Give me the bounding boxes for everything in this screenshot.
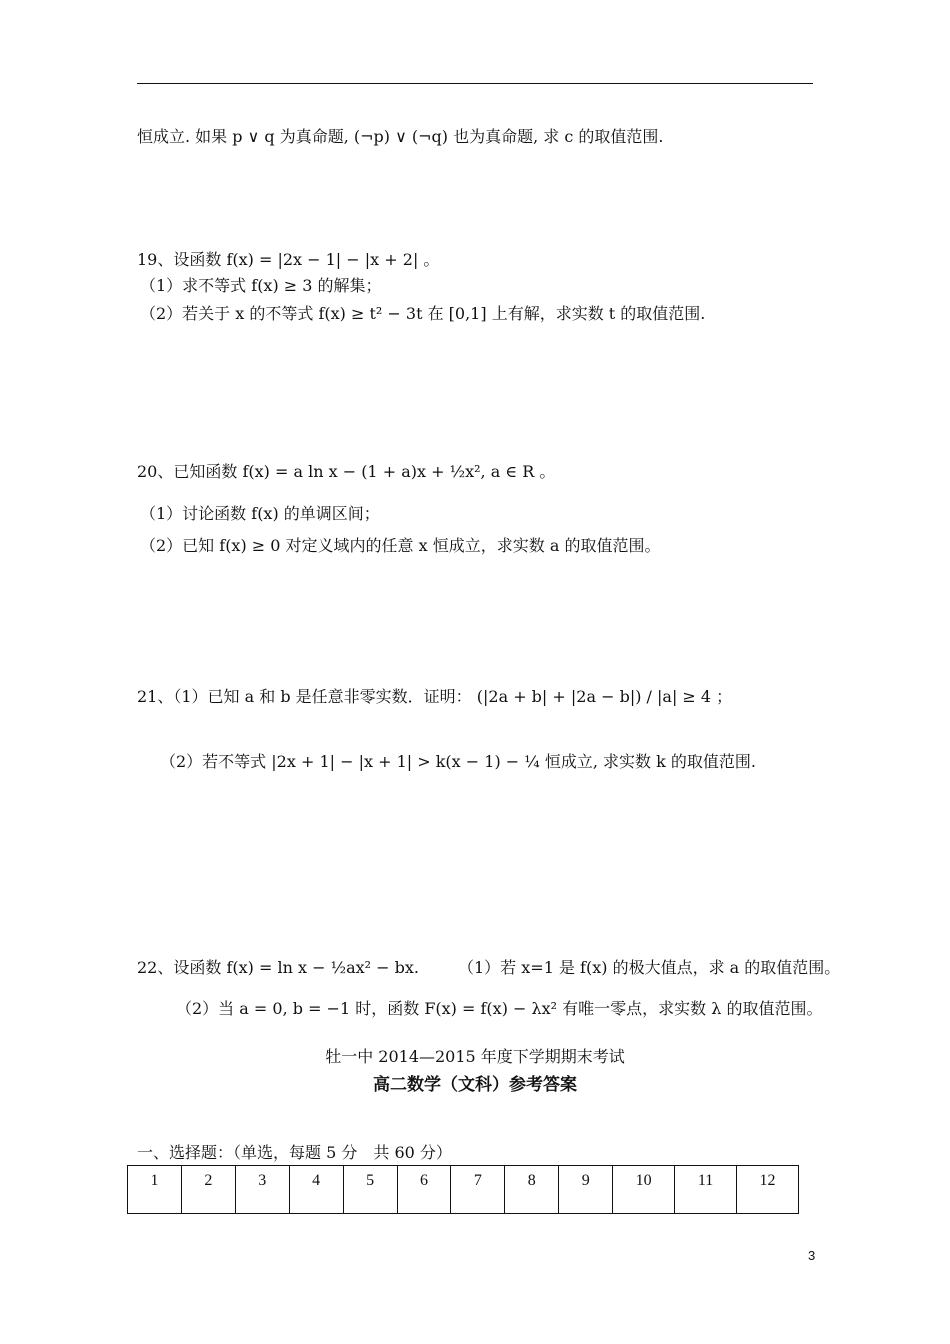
header-rule [137,83,813,84]
answer-cell: 4 [289,1166,343,1214]
answer-cell: 3 [235,1166,289,1214]
page-number: 3 [808,1248,816,1263]
q19-part2: （2）若关于 x 的不等式 f(x) ≥ t² − 3t 在 [0,1] 上有解，求实数 t 的取值范围. [140,304,706,323]
answer-cell: 11 [675,1166,737,1214]
answer-cell: 5 [343,1166,397,1214]
answer-cell: 8 [505,1166,559,1214]
q22-part2: （2）当 a = 0, b = −1 时，函数 F(x) = f(x) − λx² 有唯一零点，求实数 λ 的取值范围。 [176,999,823,1018]
q21-part2: （2）若不等式 |2x + 1| − |x + 1| > k(x − 1) − ¼ 恒成立, 求实数 k 的取值范围. [160,752,756,771]
q22-part1: （1）若 x=1 是 f(x) 的极大值点，求 a 的取值范围。 [458,958,841,977]
answer-cell: 10 [613,1166,675,1214]
answer-cell: 9 [559,1166,613,1214]
answer-table [127,1165,799,1214]
answer-title: 高二数学（文科）参考答案 [373,1075,577,1095]
answer-table-row [128,1166,799,1214]
section1-heading: 一、选择题：（单选，每题 5 分 共 60 分） [137,1143,452,1162]
q19-stem: 19、设函数 f(x) = |2x − 1| − |x + 2| 。 [137,250,440,269]
answer-cell: 12 [736,1166,798,1214]
q20-part1: （1）讨论函数 f(x) 的单调区间； [140,504,380,523]
answer-cell: 2 [181,1166,235,1214]
q22-stem: 22、设函数 f(x) = ln x − ½ax² − bx. [137,958,419,977]
answer-cell: 6 [397,1166,451,1214]
q20-stem: 20、已知函数 f(x) = a ln x − (1 + a)x + ½x², a ∈ R 。 [137,462,556,481]
q19-part1: （1）求不等式 f(x) ≥ 3 的解集； [140,276,382,295]
q21-part1: 21、（1）已知 a 和 b 是任意非零实数．证明： (|2a + b| + |2a − b|) / |a| ≥ 4 ； [137,687,733,706]
answer-cell: 1 [128,1166,182,1214]
q18-tail: 恒成立. 如果 p ∨ q 为真命题, (¬p) ∨ (¬q) 也为真命题, 求 c 的取值范围. [137,127,664,146]
answer-school-line: 牡一中 2014—2015 年度下学期期末考试 [325,1047,625,1066]
answer-cell: 7 [451,1166,505,1214]
q20-part2: （2）已知 f(x) ≥ 0 对定义域内的任意 x 恒成立，求实数 a 的取值范围。 [140,536,661,555]
